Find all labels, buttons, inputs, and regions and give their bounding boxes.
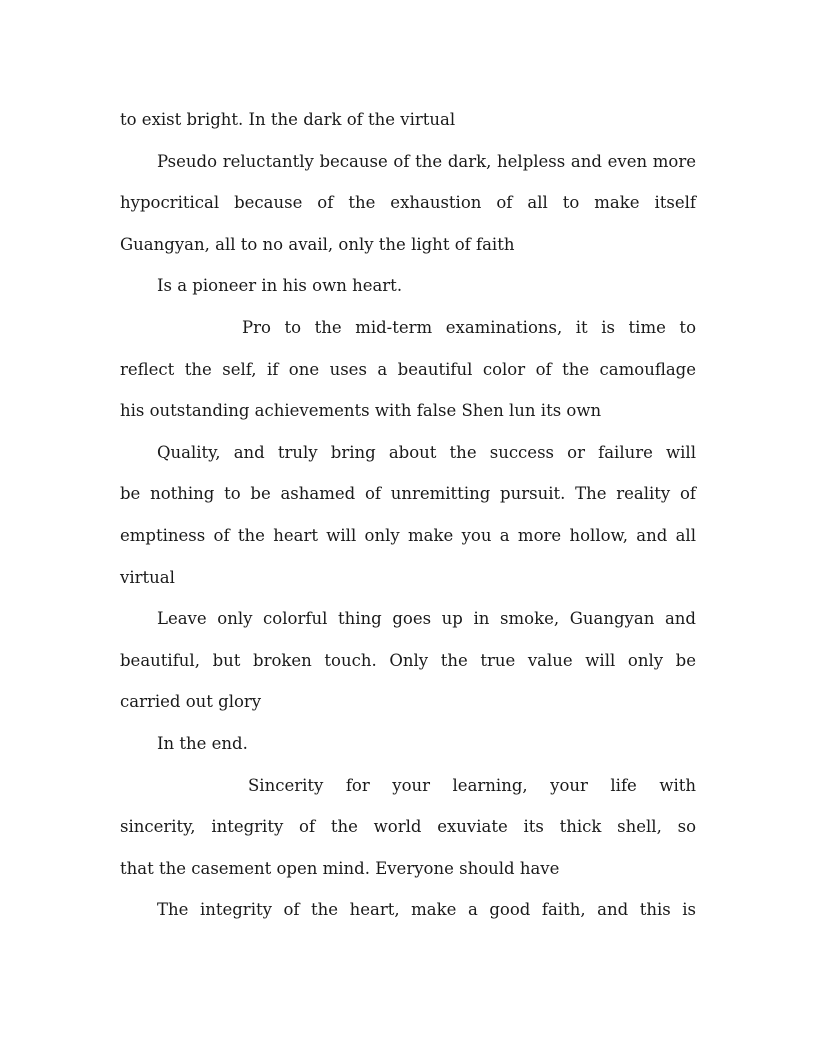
text-line: Is a pioneer in his own heart. xyxy=(157,276,403,296)
text-line: Quality, and truly bring about the success or failure will xyxy=(157,442,696,462)
text-line: Sincerity for your learning, your life with xyxy=(248,775,696,795)
text-line: Pro to the mid-term examinations, it is time to xyxy=(242,317,696,337)
text-line: Guangyan, all to no avail, only the light of faith xyxy=(120,234,515,254)
text-line: emptiness of the heart will only make you a more hollow, and all xyxy=(120,525,696,545)
text-line: sincerity, integrity of the world exuviate its thick shell, so xyxy=(120,817,696,837)
text-line: beautiful, but broken touch. Only the true value will only be xyxy=(120,650,696,670)
text-line: In the end. xyxy=(157,733,248,753)
text-line: Pseudo reluctantly because of the dark, helpless and even more xyxy=(157,151,696,171)
text-line: his outstanding achievements with false Shen lun its own xyxy=(120,401,602,421)
text-line: virtual xyxy=(120,567,175,587)
text-line: reflect the self, if one uses a beautiful color of the camouflage xyxy=(120,359,696,379)
document-page xyxy=(120,106,696,938)
text-line: to exist bright. In the dark of the virtual xyxy=(120,110,456,129)
text-line: Leave only colorful thing goes up in smoke, Guangyan and xyxy=(157,609,696,629)
text-line: The integrity of the heart, make a good faith, and this is xyxy=(157,900,696,920)
text-line: be nothing to be ashamed of unremitting pursuit. The reality of xyxy=(120,484,696,504)
text-line: hypocritical because of the exhaustion of all to make itself xyxy=(120,193,696,213)
text-line: carried out glory xyxy=(120,692,262,712)
text-line: that the casement open mind. Everyone should have xyxy=(120,858,560,878)
